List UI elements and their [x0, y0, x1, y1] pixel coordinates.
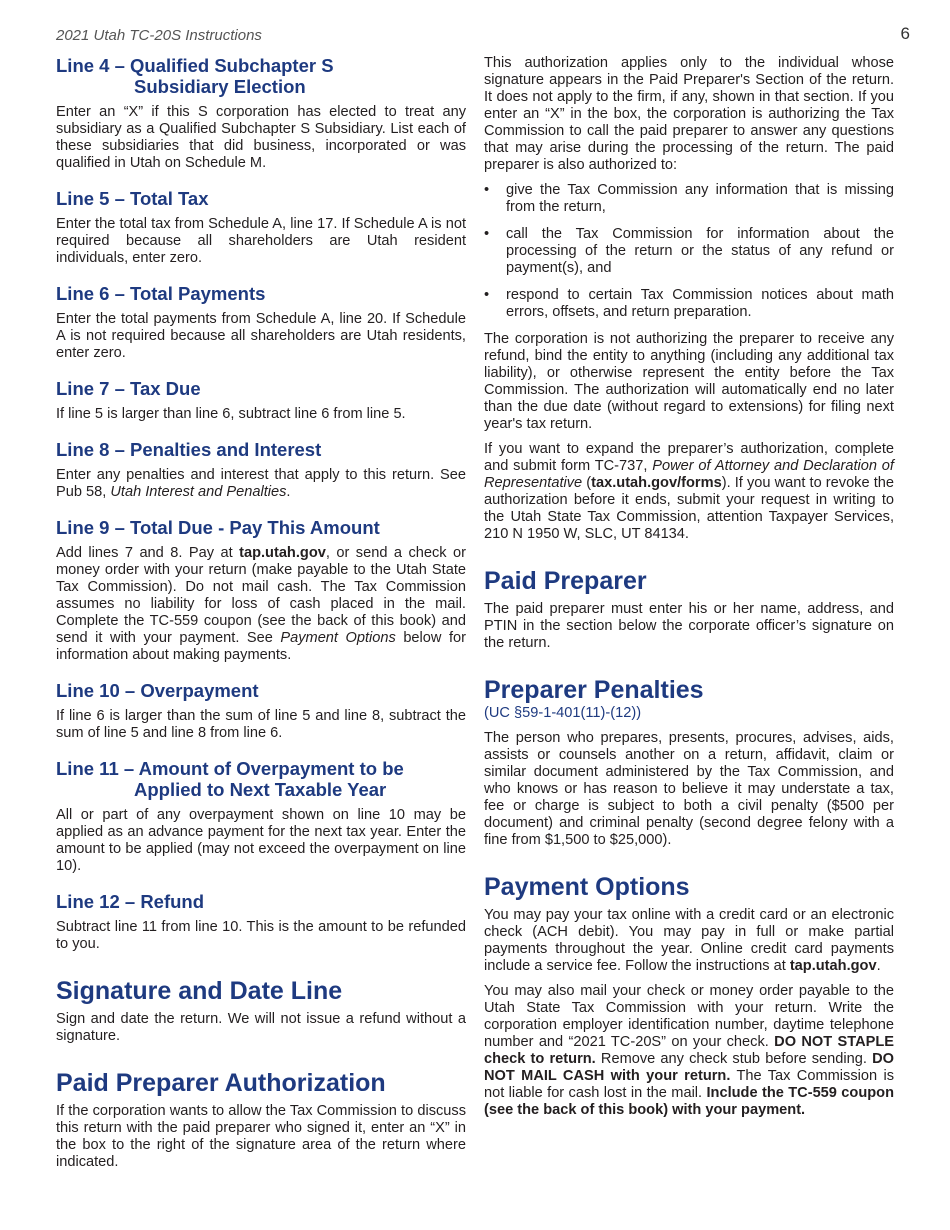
line4-heading-line2: Subsidiary Election [134, 76, 306, 97]
auth-p3-c: ). If you want to revoke the authorization before it ends, submit your request in writing to the Utah State Tax Commission, attention Taxpayer Services, 210 N 1950 W, SLC, UT 84134. [484, 475, 894, 542]
line11-text: All or part of any overpayment shown on line 10 may be applied as an advance payment for the next tax year. Enter the amount to be applied (may not exceed the overpayment on line 10). [56, 807, 466, 874]
line8-text-a: Enter any penalties and interest that apply to this return. See Pub 58, [56, 467, 466, 500]
line11-heading-line2: Applied to Next Taxable Year [134, 779, 387, 800]
line7-heading: Line 7 – Tax Due [56, 378, 201, 399]
line7-text: If line 5 is larger than line 6, subtract line 6 from line 5. [56, 406, 406, 422]
payment-options-heading: Payment Options [484, 873, 690, 901]
ppa-text: If the corporation wants to allow the Tax Commission to discuss this return with the paid preparer who signed it, enter an “X” in the box to the right of the signature area of the return where indicated. [56, 1103, 466, 1170]
signature-text: Sign and date the return. We will not issue a refund without a signature. [56, 1011, 466, 1044]
no-cash-warning: DO NOT MAIL CASH with your return. [484, 1051, 894, 1084]
list-item-text: call the Tax Commission for information about the processing of the return or the status of any refund or payment(s), and [506, 226, 894, 276]
running-title: 2021 Utah TC-20S Instructions [56, 27, 262, 44]
left-column [56, 55, 466, 1179]
pub-title: Utah Interest and Penalties [110, 484, 287, 500]
line4-text: Enter an “X” if this S corporation has elected to treat any subsidiary as a Qualified Subchapter S Subsidiary. List each of these subsidiaries that did business, incorporated or was qualified in Utah on Schedule M. [56, 104, 466, 171]
line8-heading: Line 8 – Penalties and Interest [56, 439, 322, 460]
auth-p3-a: If you want to expand the preparer’s authorization, complete and submit form TC-737, [484, 441, 894, 474]
list-item-text: respond to certain Tax Commission notices about math errors, offsets, and return preparation. [506, 287, 894, 320]
tap-link-2[interactable]: tap.utah.gov [789, 958, 877, 974]
line4-heading-line1: Line 4 – Qualified Subchapter S [56, 55, 334, 76]
line9-text-b: , or send a check or money order with your return (make payable to the Utah State Tax Commission). Do not mail cash. The Tax Commission assumes no liability for loss of cash placed in the mail. Complete the TC-559 coupon (see the back of this book) and send it with your payment. See [56, 545, 466, 646]
payment-p1-end: . [876, 958, 881, 974]
line9-text-a: Add lines 7 and 8. Pay at [56, 545, 240, 561]
forms-link[interactable]: tax.utah.gov/forms [591, 475, 722, 491]
line8-text-end: . [286, 484, 291, 500]
authorization-list [484, 182, 894, 321]
line6-text: Enter the total payments from Schedule A, line 20. If Schedule A is not required because all shareholders are Utah residents, enter zero. [56, 311, 466, 361]
paid-preparer-heading: Paid Preparer [484, 567, 647, 595]
preparer-penalties-heading: Preparer Penalties [484, 676, 704, 704]
payment-p1-a: You may pay your tax online with a credit card or an electronic check (ACH debit). You may pay in full or make partial payments throughout the year. Online credit card payments include a service fee. Follow the instructions at [484, 907, 894, 974]
paid-preparer-text: The paid preparer must enter his or her name, address, and PTIN in the section below the corporate officer’s signature on the return. [484, 601, 894, 651]
line8-text [56, 467, 466, 501]
line9-heading: Line 9 – Total Due - Pay This Amount [56, 517, 380, 538]
payment-options-ref: Payment Options [280, 630, 396, 646]
payment-p2-a: You may also mail your check or money order payable to the Utah State Tax Commission with your return. Write the corporation employer identification number, daytime telephone number and “2021 TC-20S” on your check. [484, 983, 894, 1050]
statute-citation: (UC §59-1-401(11)-(12)) [484, 705, 642, 721]
payment-p2-c: The Tax Commission is not liable for cash lost in the mail. [484, 1068, 894, 1101]
payment-paragraph-2 [484, 983, 894, 1119]
line9-text [56, 545, 466, 664]
line12-heading: Line 12 – Refund [56, 891, 205, 912]
line9-text-c: below for information about making payments. [56, 630, 466, 663]
auth-paragraph-1: This authorization applies only to the individual whose signature appears in the Paid Preparer's Section of the return. It does not apply to the firm, if any, shown in that section. If you enter an “X” in the box, the corporation is authorizing the Tax Commission to call the paid preparer to answer any questions that may arise during the processing of the return. The paid preparer is also authorized to: [484, 55, 894, 173]
line5-text: Enter the total tax from Schedule A, line 17. If Schedule A is not required because all shareholders are Utah resident individuals, enter zero. [56, 216, 466, 266]
list-item [484, 182, 894, 216]
ppa-heading: Paid Preparer Authorization [56, 1069, 386, 1097]
line11-heading [56, 758, 466, 800]
tap-link[interactable]: tap.utah.gov [239, 545, 326, 561]
list-item-text: give the Tax Commission any information that is missing from the return, [506, 182, 894, 215]
preparer-penalties-text: The person who prepares, presents, procures, advises, aids, assists or counsels another on a return, affidavit, claim or similar document administered by the Tax Commission, and who knows or has reason to believe it may understate a tax, fee or charge is subject to both a civil penalty ($500 per document) and criminal penalty (second degree felony with a fine from $1,500 to $25,000). [484, 730, 894, 848]
signature-heading: Signature and Date Line [56, 977, 343, 1005]
payment-p2-b: Remove any check stub before sending. [595, 1051, 873, 1067]
list-item [484, 287, 894, 321]
line4-heading [56, 55, 466, 97]
page-number: 6 [900, 24, 910, 43]
auth-paragraph-3 [484, 441, 894, 543]
form-title: Power of Attorney and Declaration of Representative [484, 458, 894, 491]
coupon-instruction: Include the TC-559 coupon (see the back of this book) with your payment. [484, 1085, 894, 1118]
right-column [484, 55, 894, 1127]
line6-heading: Line 6 – Total Payments [56, 283, 266, 304]
list-item [484, 226, 894, 277]
payment-paragraph-1 [484, 907, 894, 975]
auth-p3-b: ( [582, 475, 592, 491]
line11-heading-line1: Line 11 – Amount of Overpayment to be [56, 758, 404, 779]
line12-text: Subtract line 11 from line 10. This is the amount to be refunded to you. [56, 919, 466, 952]
bullet-icon: • [484, 182, 490, 198]
line5-heading: Line 5 – Total Tax [56, 188, 209, 209]
bullet-icon: • [484, 287, 490, 303]
no-staple-warning: DO NOT STAPLE check to return. [484, 1034, 894, 1067]
line10-heading: Line 10 – Overpayment [56, 680, 259, 701]
auth-paragraph-2: The corporation is not authorizing the preparer to receive any refund, bind the entity to anything (including any additional tax liability), or otherwise represent the entity before the Tax Commission. The authorization will automatically end no later than the due date (without regard to extensions) for filing next year's tax return. [484, 331, 894, 432]
bullet-icon: • [484, 226, 490, 242]
line10-text: If line 6 is larger than the sum of line 5 and line 8, subtract the sum of line 5 and line 8 from line 6. [56, 708, 466, 741]
